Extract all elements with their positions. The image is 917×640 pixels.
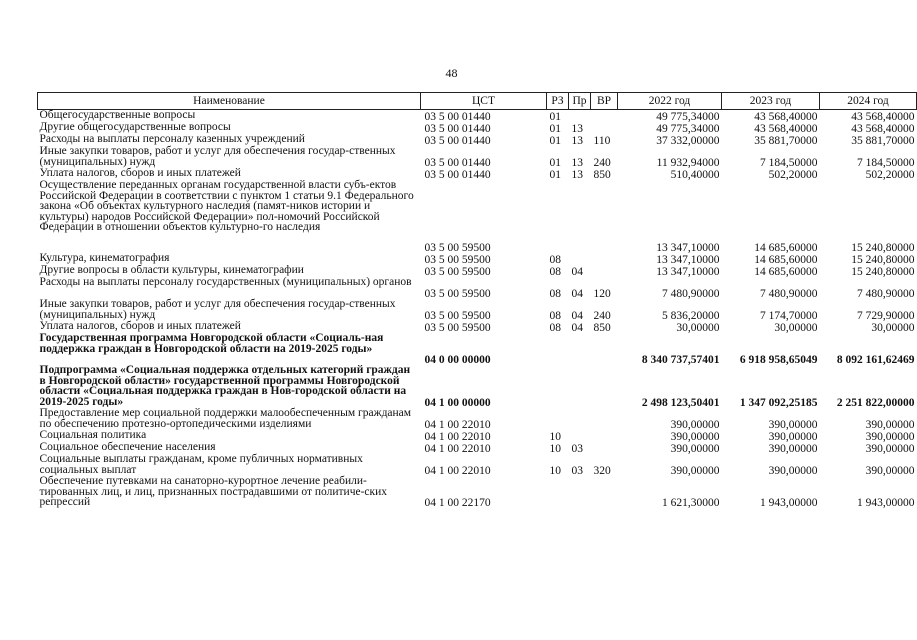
column-header-2023: 2023 год <box>722 93 820 110</box>
row-2022-cell: 30,00000 <box>676 321 720 334</box>
row-csr-cell: 03 5 00 59500 <box>424 265 491 278</box>
row-2023-cell: 502,20000 <box>768 168 818 181</box>
row-2023-cell: 14 685,60000 <box>754 253 818 266</box>
row-name-text: Иные закупки товаров, работ и услуг для обеспечения государ-ственных (муниципальных) нужд <box>39 298 396 321</box>
row-2024-cell: 15 240,80000 <box>851 241 915 254</box>
row-pr-cell <box>569 253 591 265</box>
row-csr-cell: 03 5 00 59500 <box>424 253 491 266</box>
row-2024-cell: 15 240,80000 <box>851 265 915 278</box>
row-rz-cell: 08 <box>549 253 561 266</box>
row-vr-cell: 240 <box>593 156 611 169</box>
table-row <box>38 476 917 508</box>
row-rz-cell: 10 <box>549 430 561 443</box>
row-2024-cell: 390,00000 <box>865 464 915 477</box>
row-pr-cell <box>569 333 591 365</box>
row-vr-cell <box>591 180 618 253</box>
row-pr-cell: 04 <box>571 309 583 322</box>
row-vr-cell <box>591 265 618 277</box>
row-vr-cell: 320 <box>593 464 611 477</box>
row-vr-cell: 110 <box>593 134 611 147</box>
row-2024-cell: 390,00000 <box>865 418 915 431</box>
row-csr-cell: 03 5 00 01440 <box>424 156 491 169</box>
row-pr-cell: 03 <box>571 464 583 477</box>
row-name-text: Уплата налогов, сборов и иных платежей <box>39 167 241 179</box>
row-2022-cell: 49 775,34000 <box>656 122 720 135</box>
row-2023-cell: 6 918 958,65049 <box>739 353 818 366</box>
row-2022-cell: 510,40000 <box>670 168 720 181</box>
row-name-cell <box>38 454 421 476</box>
page-number: 48 <box>445 66 458 80</box>
row-csr-cell: 04 1 00 22010 <box>424 418 491 431</box>
row-pr-cell: 04 <box>571 321 583 334</box>
row-2024-cell: 8 092 161,62469 <box>836 353 915 366</box>
row-pr-cell: 13 <box>571 168 583 181</box>
row-rz-cell: 01 <box>549 122 561 135</box>
row-2022-cell: 13 347,10000 <box>656 241 720 254</box>
column-header-vr: ВР <box>591 93 618 110</box>
row-pr-cell: 13 <box>571 156 583 169</box>
row-2024-cell: 7 480,90000 <box>857 287 915 300</box>
row-2023-cell: 43 568,40000 <box>754 110 818 123</box>
row-name-text: Подпрограмма «Социальная поддержка отдельных категорий граждан в Новгородской области» государственной программы Новгородской области «Социальная поддержка граждан в Нов-городской области на 2019-2025 годы» <box>39 364 411 408</box>
row-name-cell <box>38 408 421 430</box>
row-2024-cell: 2 251 822,00000 <box>836 396 915 409</box>
row-pr-cell: 04 <box>571 265 583 278</box>
row-2022-cell: 7 480,90000 <box>662 287 720 300</box>
row-csr-cell: 04 1 00 22010 <box>424 464 491 477</box>
row-name-text: Расходы на выплаты персоналу казенных учреждений <box>39 133 305 145</box>
row-name-cell <box>38 277 421 299</box>
row-2022-cell: 11 932,94000 <box>656 156 720 169</box>
row-pr-cell <box>569 430 591 442</box>
row-2023-cell: 1 347 092,25185 <box>739 396 818 409</box>
row-2022-cell: 49 775,34000 <box>656 110 720 123</box>
row-name-cell <box>38 299 421 321</box>
row-csr-cell: 04 1 00 00000 <box>424 396 491 409</box>
row-rz-cell: 01 <box>549 168 561 181</box>
row-2024-cell: 390,00000 <box>865 442 915 455</box>
row-vr-cell <box>591 122 618 134</box>
row-name-text: Другие вопросы в области культуры, кинематографии <box>39 264 304 276</box>
row-name-cell <box>38 180 421 253</box>
row-2022-cell: 390,00000 <box>670 418 720 431</box>
row-vr-cell <box>591 430 618 442</box>
row-2023-cell: 7 174,70000 <box>760 309 818 322</box>
row-2024-cell: 30,00000 <box>871 321 915 334</box>
row-2024-cell: 502,20000 <box>865 168 915 181</box>
row-name-cell <box>38 146 421 168</box>
row-2022-cell: 2 498 123,50401 <box>641 396 720 409</box>
row-rz-cell: 01 <box>549 156 561 169</box>
row-2023-cell: 390,00000 <box>768 464 818 477</box>
row-rz-cell: 08 <box>549 287 561 300</box>
row-2022-cell: 13 347,10000 <box>656 253 720 266</box>
row-vr-cell: 850 <box>593 168 611 181</box>
row-2022-cell: 1 621,30000 <box>662 496 720 509</box>
row-2024-cell: 1 943,00000 <box>857 496 915 509</box>
row-2022-cell: 8 340 737,57401 <box>641 353 720 366</box>
row-name-cell <box>38 365 421 408</box>
column-header-pr: Пр <box>569 93 591 110</box>
row-rz-cell: 01 <box>549 110 561 123</box>
row-2022-cell: 390,00000 <box>670 430 720 443</box>
column-header-csr: ЦСТ <box>421 93 547 110</box>
table-row <box>38 277 917 299</box>
row-2023-cell: 14 685,60000 <box>754 241 818 254</box>
table-row <box>38 408 917 430</box>
row-csr-cell: 03 5 00 01440 <box>424 122 491 135</box>
table-row <box>38 333 917 365</box>
row-rz-cell <box>547 408 569 430</box>
row-name-text: Социальная политика <box>39 429 147 441</box>
row-2023-cell: 35 881,70000 <box>754 134 818 147</box>
row-csr-cell: 03 5 00 59500 <box>424 309 491 322</box>
row-vr-cell: 120 <box>593 287 611 300</box>
row-name-text: Осуществление переданных органам государственной власти субъ-ектов Российской Федерации в соответствии с пунктом 1 статьи 9.1 Федерального закона «Об объектах культурного наследия (памят-ников истории и культуры) народов Российской Федерации» пол-номочий Российской Федерации в отношении объектов культурно-го наследия <box>39 179 414 233</box>
row-pr-cell <box>569 408 591 430</box>
row-2022-cell: 13 347,10000 <box>656 265 720 278</box>
row-name-text: Обеспечение путевками на санаторно-курортное лечение реабили-тированных лиц, и лиц, признанных пострадавшими от политиче-ских репрессий <box>39 475 388 508</box>
row-name-text: Уплата налогов, сборов и иных платежей <box>39 320 241 332</box>
row-name-text: Государственная программа Новгородской области «Социаль-ная поддержка граждан в Новгородской области на 2019-2025 годы» <box>39 332 384 355</box>
table-row <box>38 299 917 321</box>
column-header-name: Наименование <box>38 93 421 110</box>
row-rz-cell <box>547 333 569 365</box>
row-2024-cell: 7 184,50000 <box>857 156 915 169</box>
row-2023-cell: 1 943,00000 <box>760 496 818 509</box>
row-vr-cell: 240 <box>593 309 611 322</box>
budget-table <box>37 92 917 508</box>
row-vr-cell <box>591 476 618 508</box>
row-rz-cell <box>547 180 569 253</box>
row-pr-cell <box>569 365 591 408</box>
row-rz-cell <box>547 365 569 408</box>
row-name-text: Иные закупки товаров, работ и услуг для обеспечения государ-ственных (муниципальных) нужд <box>39 145 396 168</box>
row-2022-cell: 390,00000 <box>670 464 720 477</box>
column-header-rz: РЗ <box>547 93 569 110</box>
row-2024-cell: 7 729,90000 <box>857 309 915 322</box>
row-2023-cell: 7 480,90000 <box>760 287 818 300</box>
row-csr-cell: 04 0 00 00000 <box>424 353 491 366</box>
table-row <box>38 454 917 476</box>
row-name-text: Другие общегосударственные вопросы <box>39 121 231 133</box>
row-2022-cell: 5 836,20000 <box>662 309 720 322</box>
row-name-text: Культура, кинематография <box>39 252 170 264</box>
row-csr-cell: 03 5 00 01440 <box>424 110 491 123</box>
row-vr-cell <box>591 408 618 430</box>
row-name-cell <box>38 333 421 365</box>
row-2023-cell: 390,00000 <box>768 418 818 431</box>
row-name-text: Социальное обеспечение населения <box>39 441 216 453</box>
row-2024-cell: 390,00000 <box>865 430 915 443</box>
row-rz-cell: 08 <box>549 265 561 278</box>
row-pr-cell: 13 <box>571 122 583 135</box>
row-rz-cell <box>547 476 569 508</box>
row-2023-cell: 7 184,50000 <box>760 156 818 169</box>
column-header-2024: 2024 год <box>820 93 917 110</box>
row-rz-cell: 08 <box>549 321 561 334</box>
row-csr-cell: 03 5 00 59500 <box>424 287 491 300</box>
row-vr-cell <box>591 365 618 408</box>
row-2022-cell: 390,00000 <box>670 442 720 455</box>
row-2023-cell: 390,00000 <box>768 442 818 455</box>
row-2023-cell: 390,00000 <box>768 430 818 443</box>
table-row <box>38 180 917 253</box>
row-csr-cell: 03 5 00 59500 <box>424 241 491 254</box>
row-vr-cell <box>591 333 618 365</box>
row-2024-cell: 43 568,40000 <box>851 122 915 135</box>
row-name-text: Предоставление мер социальной поддержки малообеспеченным гражданам по обеспечению протезно-ортопедическими изделиями <box>39 407 412 430</box>
row-2023-cell: 14 685,60000 <box>754 265 818 278</box>
row-rz-cell: 10 <box>549 464 561 477</box>
row-vr-cell <box>591 110 618 123</box>
row-rz-cell: 01 <box>549 134 561 147</box>
row-rz-cell: 10 <box>549 442 561 455</box>
row-vr-cell <box>591 442 618 454</box>
row-2023-cell: 43 568,40000 <box>754 122 818 135</box>
table-body <box>38 110 917 509</box>
row-name-text: Социальные выплаты гражданам, кроме публичных нормативных социальных выплат <box>39 453 363 476</box>
row-name-text: Общегосударственные вопросы <box>39 109 196 121</box>
column-header-2022: 2022 год <box>618 93 722 110</box>
row-csr-cell: 04 1 00 22010 <box>424 430 491 443</box>
row-csr-cell: 03 5 00 01440 <box>424 168 491 181</box>
row-name-cell <box>38 476 421 508</box>
row-pr-cell: 04 <box>571 287 583 300</box>
row-csr-cell: 04 1 00 22170 <box>424 496 491 509</box>
row-vr-cell: 850 <box>593 321 611 334</box>
row-csr-cell: 03 5 00 01440 <box>424 134 491 147</box>
table-header-row <box>38 93 917 110</box>
table-row <box>38 365 917 408</box>
row-2023-cell: 30,00000 <box>774 321 818 334</box>
row-pr-cell <box>569 110 591 123</box>
row-2024-cell: 43 568,40000 <box>851 110 915 123</box>
table-row <box>38 146 917 168</box>
row-rz-cell: 08 <box>549 309 561 322</box>
row-2024-cell: 15 240,80000 <box>851 253 915 266</box>
row-pr-cell: 13 <box>571 134 583 147</box>
row-csr-cell: 03 5 00 59500 <box>424 321 491 334</box>
row-vr-cell <box>591 253 618 265</box>
row-csr-cell: 04 1 00 22010 <box>424 442 491 455</box>
row-2022-cell: 37 332,00000 <box>656 134 720 147</box>
row-2024-cell: 35 881,70000 <box>851 134 915 147</box>
row-name-text: Расходы на выплаты персоналу государственных (муниципальных) органов <box>39 276 412 288</box>
row-pr-cell <box>569 476 591 508</box>
row-pr-cell <box>569 180 591 253</box>
row-pr-cell: 03 <box>571 442 583 455</box>
